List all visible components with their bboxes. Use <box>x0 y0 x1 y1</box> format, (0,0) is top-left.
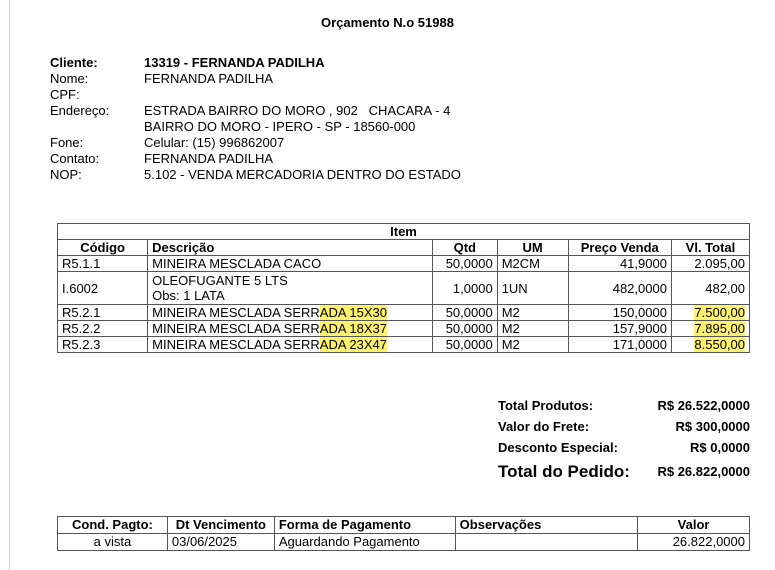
um-cell: M2 <box>497 305 568 321</box>
codigo-cell: R5.2.2 <box>58 321 148 337</box>
highlighted-text: ADA 18X37 <box>319 321 387 336</box>
header-forma-pagamento: Forma de Pagamento <box>274 517 455 534</box>
codigo-cell: R5.2.1 <box>58 305 148 321</box>
nome-value: FERNANDA PADILHA <box>144 71 274 86</box>
endereco-line1: ESTRADA BAIRRO DO MORO , 902 CHACARA - 4 <box>144 103 451 118</box>
endereco-line2: BAIRRO DO MORO - IPERO - SP - 18560-000 <box>144 119 416 134</box>
descricao-cell <box>148 272 433 305</box>
table-row <box>58 272 750 305</box>
forma-pagamento-cell: Aguardando Pagamento <box>274 534 455 551</box>
document-title: Orçamento N.o 51988 <box>321 15 454 30</box>
nop-value: 5.102 - VENDA MERCADORIA DENTRO DO ESTADO <box>144 167 461 182</box>
descricao-part: MINEIRA MESCLADA SERR <box>152 305 320 320</box>
total-cell <box>671 337 749 353</box>
highlighted-total: 8.550,00 <box>694 337 745 352</box>
header-codigo: Código <box>58 240 148 256</box>
page-edge-line <box>9 0 10 570</box>
items-group-header: Item <box>58 224 750 240</box>
qtd-cell: 50,0000 <box>432 337 497 353</box>
header-um: UM <box>497 240 568 256</box>
header-qtd: Qtd <box>432 240 497 256</box>
valor-cell: 26.822,0000 <box>638 534 750 551</box>
codigo-cell: R5.2.3 <box>58 337 148 353</box>
descricao-cell <box>148 337 433 353</box>
valor-frete-label: Valor do Frete: <box>498 419 590 434</box>
valor-frete-value: R$ 300,0000 <box>675 419 750 434</box>
totals-block <box>498 395 750 486</box>
header-observacoes: Observações <box>455 517 637 534</box>
contato-value: FERNANDA PADILHA <box>144 151 274 166</box>
items-table <box>57 223 750 353</box>
vencimento-cell: 03/06/2025 <box>167 534 274 551</box>
um-cell: 1UN <box>497 272 568 305</box>
payment-table <box>57 516 750 551</box>
header-dt-vencimento: Dt Vencimento <box>167 517 274 534</box>
cliente-value: 13319 - FERNANDA PADILHA <box>144 55 325 70</box>
descricao-part: MINEIRA MESCLADA SERR <box>152 337 320 352</box>
items-group-header-row <box>58 224 750 240</box>
qtd-cell: 50,0000 <box>432 321 497 337</box>
table-row <box>58 256 750 272</box>
contato-label: Contato: <box>50 151 100 166</box>
header-cond-pagto: Cond. Pagto: <box>58 517 168 534</box>
desconto-row <box>498 437 750 458</box>
descricao-obs: Obs: 1 LATA <box>152 288 225 303</box>
descricao-cell <box>148 305 433 321</box>
table-row <box>58 321 750 337</box>
total-cell: 2.095,00 <box>671 256 749 272</box>
payment-header-row <box>58 517 750 534</box>
codigo-cell: I.6002 <box>58 272 148 305</box>
total-produtos-row <box>498 395 750 416</box>
total-cell <box>671 321 749 337</box>
total-cell <box>671 305 749 321</box>
fone-label: Fone: <box>50 135 84 150</box>
cliente-label: Cliente: <box>50 55 98 70</box>
nop-label: NOP: <box>50 167 82 182</box>
um-cell: M2 <box>497 337 568 353</box>
highlighted-total: 7.500,00 <box>694 305 745 320</box>
cond-pagto-cell: a vista <box>58 534 168 551</box>
qtd-cell: 50,0000 <box>432 256 497 272</box>
desconto-label: Desconto Especial: <box>498 440 618 455</box>
header-total: Vl. Total <box>671 240 749 256</box>
qtd-cell: 1,0000 <box>432 272 497 305</box>
table-row <box>58 534 750 551</box>
descricao-part: MINEIRA MESCLADA SERR <box>152 321 320 336</box>
endereco-label: Endereço: <box>50 103 110 118</box>
header-preco: Preço Venda <box>568 240 671 256</box>
observacoes-cell <box>455 534 637 551</box>
preco-cell: 171,0000 <box>568 337 671 353</box>
table-row <box>58 305 750 321</box>
preco-cell: 150,0000 <box>568 305 671 321</box>
codigo-cell: R5.1.1 <box>58 256 148 272</box>
nome-label: Nome: <box>50 71 89 86</box>
qtd-cell: 50,0000 <box>432 305 497 321</box>
total-cell: 482,00 <box>671 272 749 305</box>
preco-cell: 482,0000 <box>568 272 671 305</box>
total-produtos-label: Total Produtos: <box>498 398 594 413</box>
fone-value: Celular: (15) 996862007 <box>144 135 285 150</box>
total-pedido-row <box>498 458 750 486</box>
descricao-text: OLEOFUGANTE 5 LTS <box>152 273 288 288</box>
header-valor: Valor <box>638 517 750 534</box>
desconto-value: R$ 0,0000 <box>690 440 750 455</box>
highlighted-total: 7.895,00 <box>694 321 745 336</box>
total-pedido-label: Total do Pedido: <box>498 462 630 481</box>
preco-cell: 41,9000 <box>568 256 671 272</box>
highlighted-text: ADA 15X30 <box>319 305 387 320</box>
highlighted-text: ADA 23X47 <box>319 337 387 352</box>
table-row <box>58 337 750 353</box>
total-pedido-value: R$ 26.822,0000 <box>657 464 750 479</box>
um-cell: M2 <box>497 321 568 337</box>
descricao-cell: MINEIRA MESCLADA CACO <box>148 256 433 272</box>
header-descricao: Descrição <box>148 240 433 256</box>
items-header-row <box>58 240 750 256</box>
total-produtos-value: R$ 26.522,0000 <box>657 398 750 413</box>
valor-frete-row <box>498 416 750 437</box>
cpf-label: CPF: <box>50 87 80 102</box>
preco-cell: 157,9000 <box>568 321 671 337</box>
um-cell: M2CM <box>497 256 568 272</box>
descricao-cell <box>148 321 433 337</box>
